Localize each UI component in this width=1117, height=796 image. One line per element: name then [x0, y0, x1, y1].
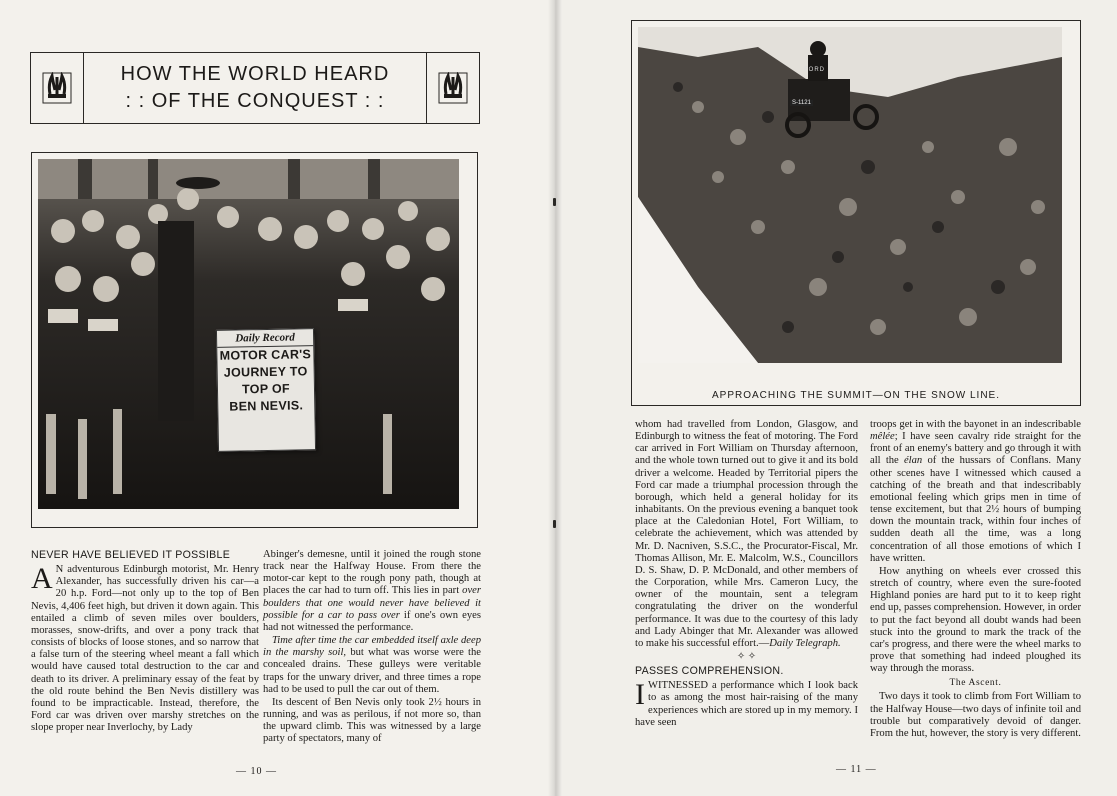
paragraph-text: of the hussars of Conflans. Many other scenes have I witnessed which caused a catching of the breath and that indescribably emotional feeling which grips men in time of tense excitement, but that 2½ hours of bumping down the mountain track, within four inches of sudden death all the time, was a long concentration of all those emotions of which I have written. — [870, 455, 1081, 564]
photo-caption: APPROACHING THE SUMMIT—ON THE SNOW LINE. — [712, 390, 1000, 401]
paragraph-text: but what was worse were the concealed drains. These gulleys were veritable traps for the unwary driver, and three times a rope had to be used to pull the car out of them. — [263, 647, 481, 695]
paragraph — [870, 419, 1081, 565]
section-heading: PASSES COMPREHENSION. — [635, 665, 784, 678]
page-number-right: — 11 — — [836, 764, 877, 775]
left-column-2 — [263, 549, 481, 747]
newspaper-placard — [216, 328, 316, 452]
placard-masthead: Daily Record — [217, 329, 313, 348]
thistle-emblem-icon — [31, 53, 84, 123]
book-gutter — [548, 0, 562, 796]
drop-cap: I — [635, 678, 645, 712]
paragraph — [263, 635, 481, 696]
paragraph-text: Abinger's demesne, until it joined the rough stone track near the Halfway House. From there the motor-car kept to the rough pony path, though at places the car had to turn off. This lies in part — [263, 549, 481, 597]
page-number-left: — 10 — — [236, 766, 277, 777]
right-column-2 — [870, 419, 1081, 741]
paragraph-text: whom had travelled from London, Glasgow, and Edinburgh to witness the feat of motoring. The Ford car arrived in Fort William on Thursday afternoon, and the whole town turned out to give it and its bold driver a welcome. Headed by Territorial pipers the Ford car made a triumphal procession through the borough, which held a general holiday for its inhabitants. On the previous evening a banquet took place at the Caledonian Hotel, Fort William, to celebrate the achievement, which was attended by Mr. D. Nacniven, S.S.C., the Procurator-Fiscal, Mr. Thomas Allison, Mr. E. Malcolm, W.S., Councillors D. S. Shaw, D. P. McDonald, and other members of the Corporation, while Mrs. Cameron Lucy, the owner of the mountain, sent a telegram congratulating the driver on the wonderful performance. It was due to the courtesy of this lady and Lady Abinger that Mr. Alexander was allowed to make his successful effort.— — [635, 419, 858, 649]
drop-cap: A — [31, 562, 53, 596]
italic-text: over boulders that one would never have believed it possible for a car to pass over — [263, 585, 481, 621]
paragraph: How anything on wheels ever crossed this stretch of country, where even the sure-footed Highland ponies are hard put to it to keep right end up, passes comprehension. However, in order to put the fact beyond all doubt wands had been stuck into the ground to mark the track of the car's progress, and there were the wheel marks to prove that something had indeed ploughed its way through the morass. — [870, 565, 1081, 675]
paragraph: Two days it took to climb from Fort William to the Halfway House—two days of infinite toil and trouble but comparatively devoid of danger. From the hut, however, the story is very different. — [870, 691, 1081, 739]
paragraph: Its descent of Ben Nevis only took 2½ hours in running, and was as perilous, if not more so, than the upward climb. This was witnessed by a large party of spectators, many of — [263, 696, 481, 745]
binding-staple — [553, 520, 556, 528]
page-title — [84, 53, 426, 123]
title-box — [30, 52, 480, 124]
car-badge: FORD — [804, 67, 825, 73]
paragraph — [635, 680, 858, 729]
summit-photo — [631, 20, 1081, 406]
italic-text: mêlée — [870, 431, 895, 443]
italic-text: Time after time the car embedded itself axle deep in the marshy soil, — [263, 635, 481, 659]
section-heading: NEVER HAVE BELIEVED IT POSSIBLE — [31, 549, 231, 561]
paragraph-text: troops get in with the bayonet in an indescribable — [870, 419, 1081, 430]
crowd-photo-image — [38, 159, 471, 521]
placard-line: BEN NEVIS. — [229, 398, 304, 414]
placard-line: JOURNEY TO — [223, 364, 308, 380]
paragraph — [263, 549, 481, 634]
crowd-photo — [31, 152, 478, 528]
summit-photo-image — [638, 27, 1074, 363]
title-line-2: : : OF THE CONQUEST : : — [125, 90, 385, 112]
placard-line: MOTOR CAR'S — [219, 347, 312, 363]
left-column-1 — [31, 549, 259, 735]
paragraph-text: N adventurous Edinburgh motorist, Mr. Henry Alexander, has successfully driven his car—a 20 h.p. Ford—not only up to the top of Ben Nevis, 4,406 feet high, but driven it down again. This entailed a climb of seven miles over boulders, morasses, snow-drifts, and over a pony track that consists of blocks of loose stones, and so narrow that a false turn of the steering wheel meant a fall which would have caused total destruction to the car and death to its driver. A preliminary essay of the feat by the old route behind the Ben Nevis distillery was found to be impracticable. Instead, therefore, the Ford car was driven over marshy stretches on the slope proper near Inverlochy, by Lady — [31, 564, 259, 734]
right-column-1 — [635, 419, 858, 730]
paragraph-text: if one's own eyes had not witnessed the performance. — [263, 609, 481, 633]
paragraph-text: ; I have seen cavalry ride straight for the front of an enemy's battery and go through it with all the — [870, 431, 1081, 467]
paragraph-text: WITNESSED a performance which I look back to as among the most hair-raising of the many experiences which are stored up in my memory. I have seen — [635, 680, 858, 728]
paragraph — [635, 419, 858, 650]
car-plate: S-1121 — [792, 100, 811, 106]
thistle-emblem-icon — [426, 53, 479, 123]
subheading: The Ascent. — [949, 678, 1002, 689]
italic-text: Daily Telegraph. — [769, 637, 841, 649]
title-line-1: HOW THE WORLD HEARD — [120, 63, 390, 85]
binding-staple — [553, 198, 556, 206]
italic-text: élan — [903, 455, 923, 467]
paragraph — [31, 564, 259, 734]
section-separator: ✧ ✧ — [736, 650, 757, 662]
placard-line: TOP OF — [241, 381, 291, 397]
